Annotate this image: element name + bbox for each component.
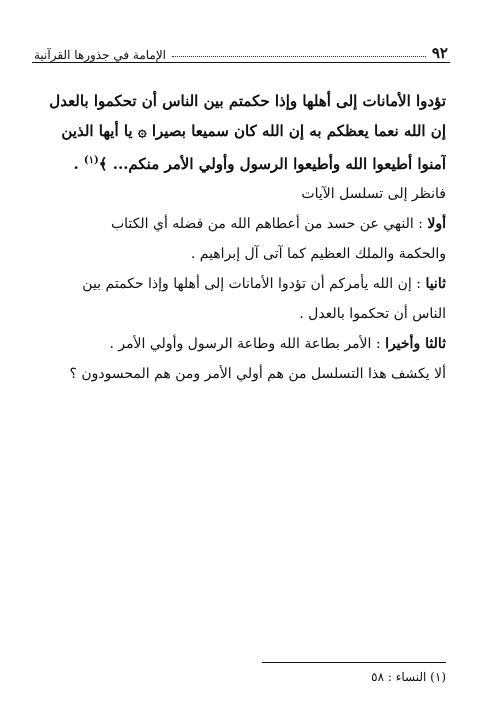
verse-line-2: إن الله نعما يعظكم به إن الله كان سميعا بصيرا ۞ يا أيها الذين: [61, 122, 446, 140]
footnote: (١) النساء : ٥٨: [371, 670, 446, 684]
page-header: [32, 40, 450, 63]
verse-line-3-text: آمنوا أطيعوا الله وأطيعوا الرسول وأولي الأمر منكم... ﴾: [98, 155, 446, 173]
point-first: [36, 209, 446, 239]
label-second-sep: :: [411, 276, 426, 292]
point-third: [36, 329, 446, 359]
verse-line-1: تؤدوا الأمانات إلى أهلها وإذا حكمتم بين الناس أن تحكموا بالعدل: [49, 92, 446, 110]
label-third-sep: :: [371, 336, 386, 352]
verse-line-3: [36, 146, 446, 179]
point-second: [36, 269, 446, 299]
label-first: أولا: [427, 216, 446, 232]
point-third-text: الأمر بطاعة الله وطاعة الرسول وأولي الأمر .: [109, 336, 372, 352]
footnote-divider: [262, 662, 446, 663]
page-number: ٩٢: [431, 44, 448, 62]
point-second-text: إن الله يأمركم أن تؤدوا الأمانات إلى أهلها وإذا حكمتم بين: [82, 276, 412, 292]
header-dotted-leader: [172, 56, 426, 57]
intro-line: فانظر إلى تسلسل الآيات: [301, 186, 446, 202]
footnote-reference: (١): [83, 155, 99, 166]
label-first-sep: :: [413, 216, 428, 232]
closing-question: ألا يكشف هذا التسلسل من هم أولي الأمر ومن هم المحسودون ؟: [69, 366, 446, 382]
running-title: الإمامة في جذورها القرآنية: [34, 48, 167, 62]
page-body: [36, 86, 446, 389]
point-first-text: النهي عن حسد من أعطاهم الله من فضله أي الكتاب: [110, 216, 414, 232]
label-second: ثانيا: [425, 276, 446, 292]
point-second-cont: الناس أن تحكموا بالعدل .: [299, 306, 446, 322]
label-third: ثالثا وأخيرا: [385, 336, 446, 352]
verse-line-3-tail: .: [73, 155, 84, 173]
point-first-cont: والحكمة والملك العظيم كما آتى آل إبراهيم .: [190, 246, 446, 262]
